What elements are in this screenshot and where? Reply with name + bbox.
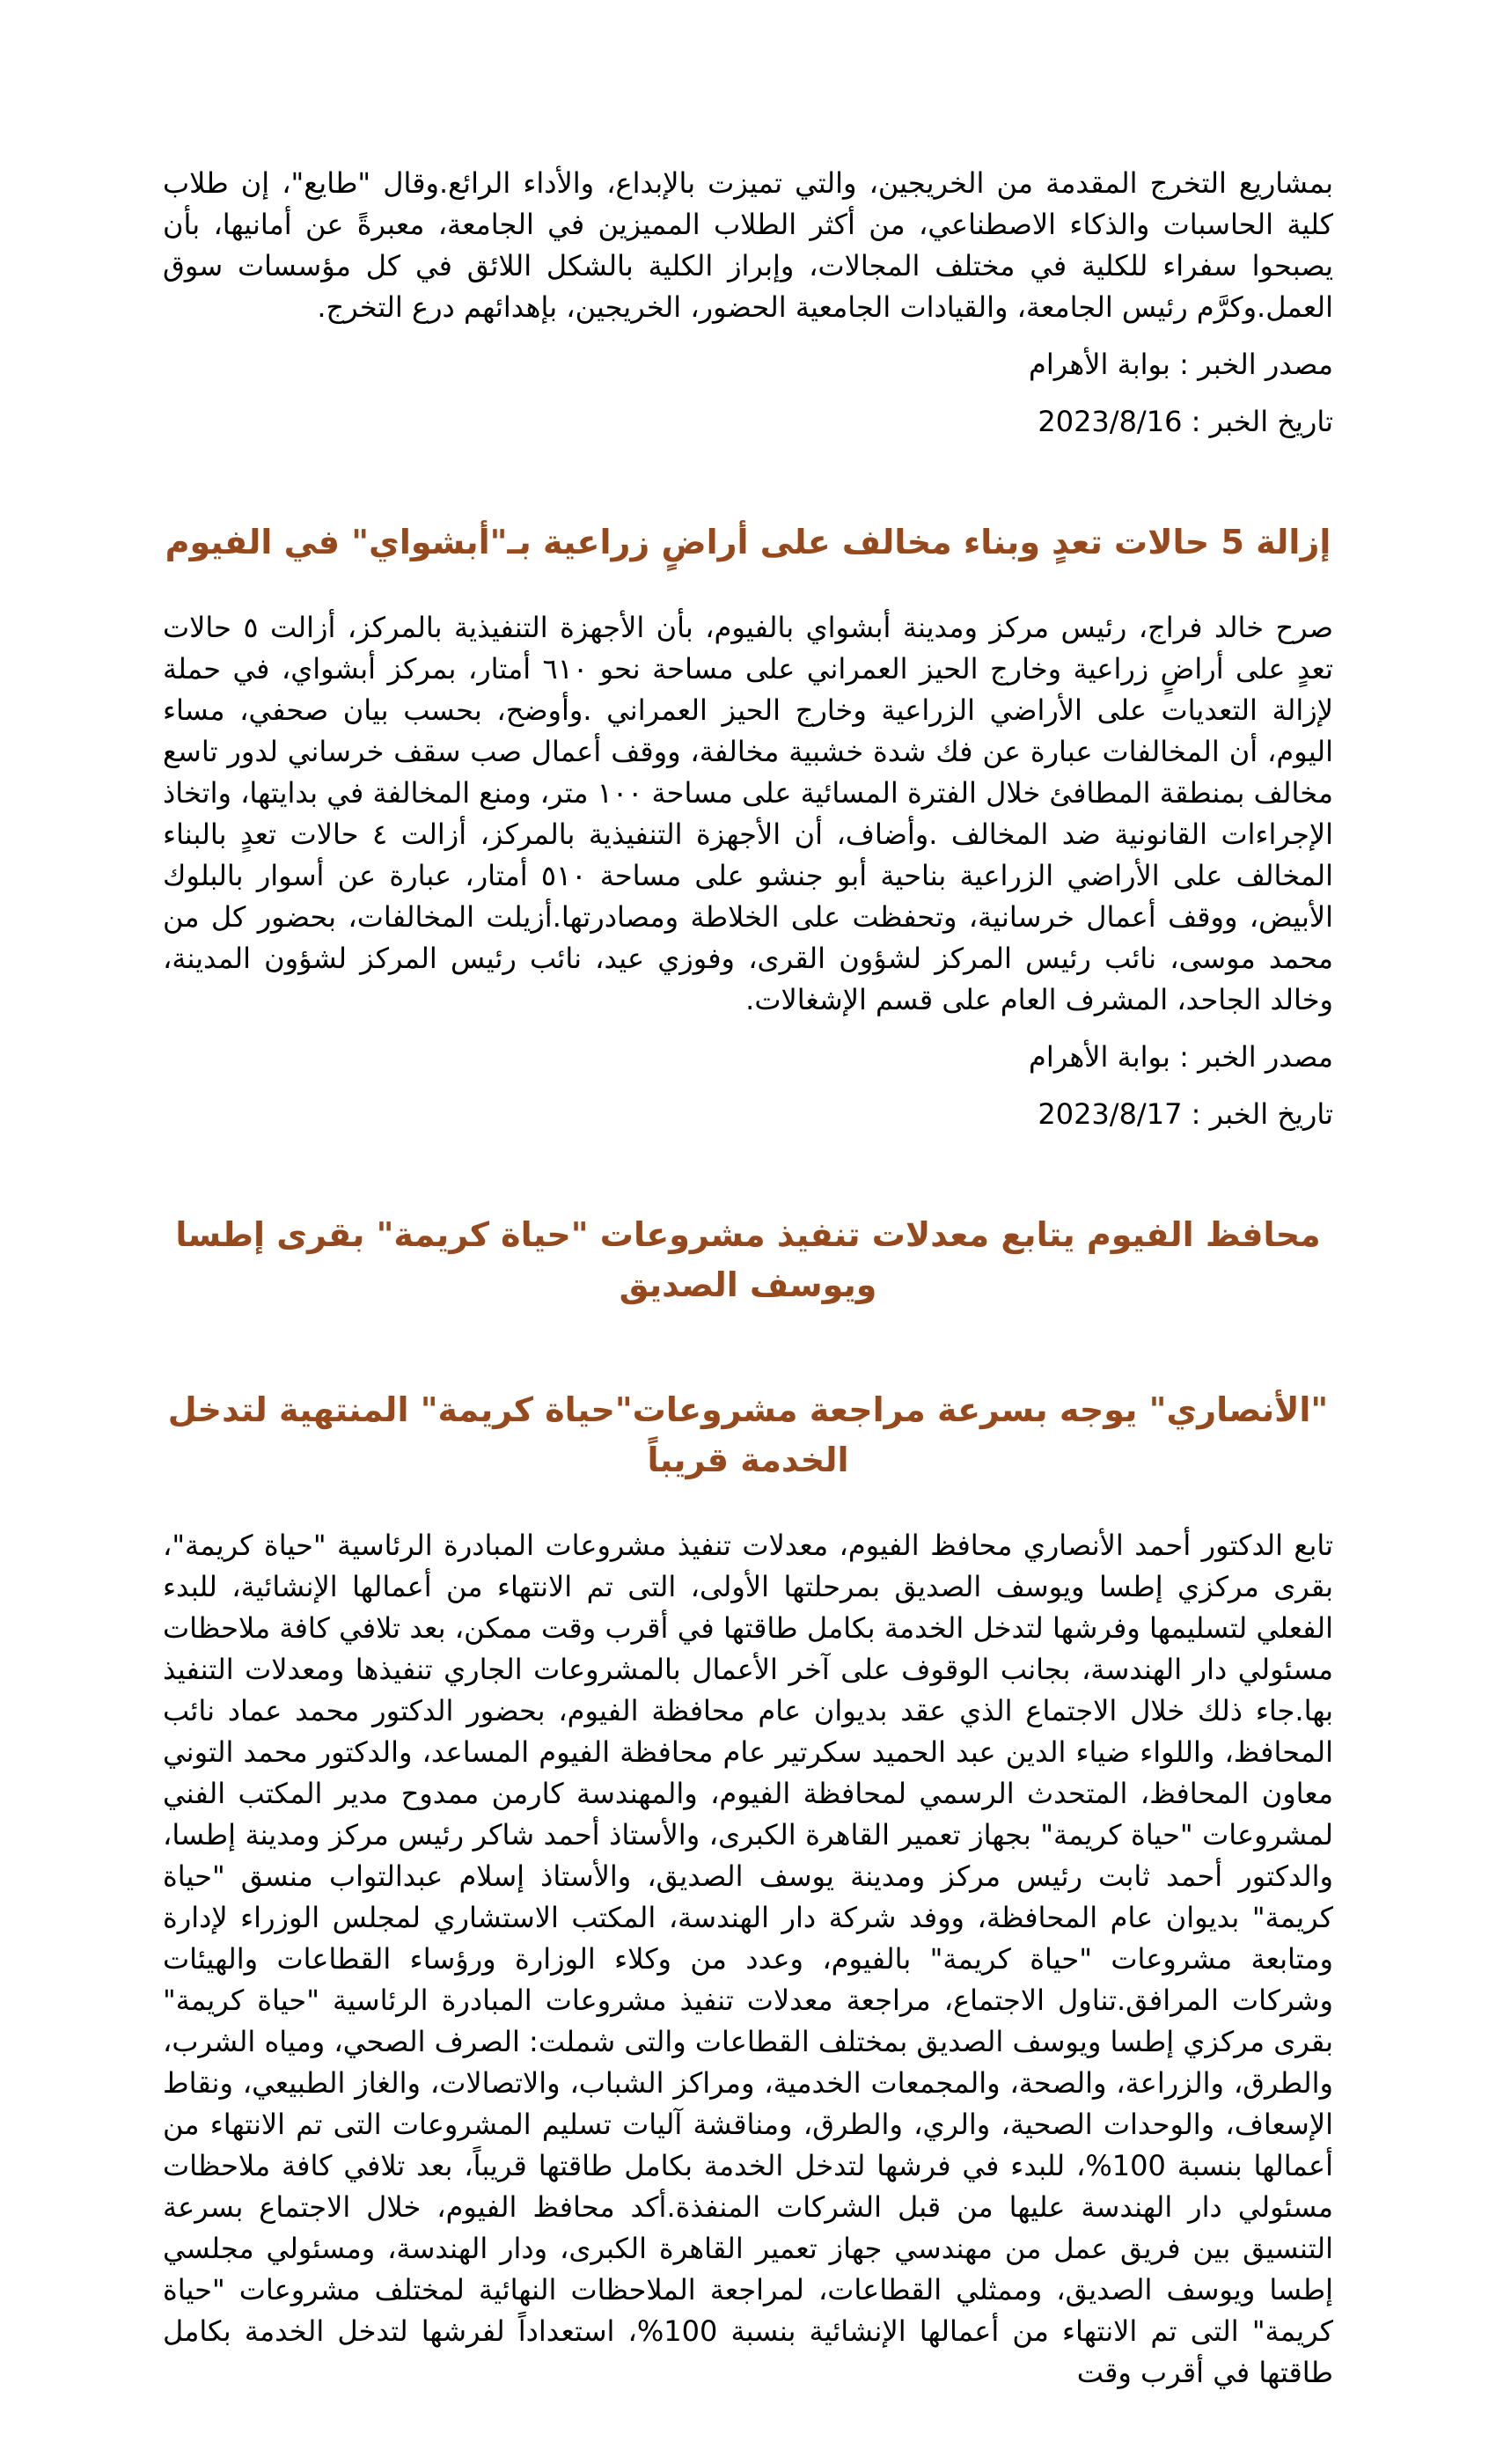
article-3-title: محافظ الفيوم يتابع معدلات تنفيذ مشروعات "حياة كريمة" بقرى إطسا ويوسف الصديق (175, 1215, 1321, 1304)
article-1-date-line: تاريخ الخبر : 2023/8/16 (1038, 405, 1333, 438)
article-1-body-continuation: بمشاريع التخرج المقدمة من الخريجين، والتي تميزت بالإبداع، والأداء الرائع.وقال "طايع"، إن طلاب كلية الحاسبات والذكاء الاصطناعي، من أكثر الطلاب المميزين في الجامعة، معبرةً عن أمانيها، بأن يصبحوا سفراء للكلية في مختلف المجالات، وإبراز الكلية بالشكل اللائق في كل مؤسسات سوق العمل.وكرَّم رئيس الجامعة، والقيادات الجامعية الحضور، الخريجين، بإهدائهم درع التخرج. (163, 166, 1333, 324)
article-3-subtitle: "الأنصاري" يوجه بسرعة مراجعة مشروعات"حياة كريمة" المنتهية لتدخل الخدمة قريباً (167, 1390, 1329, 1479)
article-3-body: تابع الدكتور أحمد الأنصاري محافظ الفيوم، معدلات تنفيذ مشروعات المبادرة الرئاسية "حياة كريمة"، بقرى مركزي إطسا ويوسف الصديق بمرحلتها الأولى، التى تم الانتهاء من أعمالها الإنشائية، للبدء الفعلي لتسليمها وفرشها لتدخل الخدمة بكامل طاقتها في أقرب وقت ممكن، بعد تلافي كافة ملاحظات مسئولي دار الهندسة، بجانب الوقوف على آخر الأعمال بالمشروعات الجاري تنفيذها ومعدلات التنفيذ بها.جاء ذلك خلال الاجتماع الذي عقد بديوان عام محافظة الفيوم، بحضور الدكتور محمد عماد نائب المحافظ، واللواء ضياء الدين عبد الحميد سكرتير عام محافظة الفيوم المساعد، والدكتور محمد التوني معاون المحافظ، المتحدث الرسمي لمحافظة الفيوم، والمهندسة كارمن ممدوح مدير المكتب الفني لمشروعات "حياة كريمة" بجهاز تعمير القاهرة الكبرى، والأستاذ أحمد شاكر رئيس مركز ومدينة إطسا، والدكتور أحمد ثابت رئيس مركز ومدينة يوسف الصديق، والأستاذ إسلام عبدالتواب منسق "حياة كريمة" بديوان عام المحافظة، ووفد شركة دار الهندسة، المكتب الاستشاري لمجلس الوزراء لإدارة ومتابعة مشروعات "حياة كريمة" بالفيوم، وعدد من وكلاء الوزارة ورؤساء القطاعات والهيئات وشركات المرافق.تناول الاجتماع، مراجعة معدلات تنفيذ مشروعات المبادرة الرئاسية "حياة كريمة" بقرى مركزي إطسا ويوسف الصديق بمختلف القطاعات والتى شملت: الصرف الصحي، ومياه الشرب، والطرق، والزراعة، والصحة، والمجمعات الخدمية، ومراكز الشباب، والاتصالات، والغاز الطبيعي، ونقاط الإسعاف، والوحدات الصحية، والري، والطرق، ومناقشة آليات تسليم المشروعات التى تم الانتهاء من أعمالها بنسبة 100%، للبدء في فرشها لتدخل الخدمة بكامل طاقتها قريباً، بعد تلافي كافة ملاحظات مسئولي دار الهندسة عليها من قبل الشركات المنفذة.أكد محافظ الفيوم، خلال الاجتماع بسرعة التنسيق بين فريق عمل من مهندسي جهاز تعمير القاهرة الكبرى، ودار الهندسة، ومسئولي مجلسي إطسا ويوسف الصديق، وممثلي القطاعات، لمراجعة الملاحظات النهائية لمختلف مشروعات "حياة كريمة" التى تم الانتهاء من أعمالها الإنشائية بنسبة 100%، استعداداً لفرشها لتدخل الخدمة بكامل طاقتها في أقرب وقت (163, 1529, 1334, 2389)
article-2-body: صرح خالد فراج، رئيس مركز ومدينة أبشواي بالفيوم، بأن الأجهزة التنفيذية بالمركز، أزالت ٥ حالات تعدٍ على أراضٍ زراعية وخارج الحيز العمراني على مساحة نحو ٦١٠ أمتار، بمركز أبشواي، في حملة لإزالة التعديات على الأراضي الزراعية وخارج الحيز العمراني .وأوضح، بحسب بيان صحفي، مساء اليوم، أن المخالفات عبارة عن فك شدة خشبية مخالفة، ووقف أعمال صب سقف خرساني لدور تاسع مخالف بمنطقة المطافئ خلال الفترة المسائية على مساحة ١٠٠ متر، ومنع المخالفة في بدايتها، واتخاذ الإجراءات القانونية ضد المخالف .وأضاف، أن الأجهزة التنفيذية بالمركز، أزالت ٤ حالات تعدٍ بالبناء المخالف على الأراضي الزراعية بناحية أبو جنشو على مساحة ٥١٠ أمتار، عبارة عن أسوار بالبلوك الأبيض، ووقف أعمال خرسانية، وتحفظت على الخلاطة ومصادرتها.أزيلت المخالفات، بحضور كل من محمد موسى، نائب رئيس المركز لشؤون القرى، وفوزي عيد، نائب رئيس المركز لشؤون المدينة، وخالد الجاحد، المشرف العام على قسم الإشغالات. (163, 611, 1334, 1016)
article-1-source-line: مصدر الخبر : بوابة الأهرام (1029, 348, 1333, 381)
article-2-date-line: تاريخ الخبر : 2023/8/17 (1038, 1097, 1333, 1131)
article-2-title: إزالة 5 حالات تعدٍ وبناء مخالف على أراضٍ زراعية بـ"أبشواي" في الفيوم (165, 523, 1331, 561)
article-2-source-line: مصدر الخبر : بوابة الأهرام (1029, 1040, 1333, 1074)
